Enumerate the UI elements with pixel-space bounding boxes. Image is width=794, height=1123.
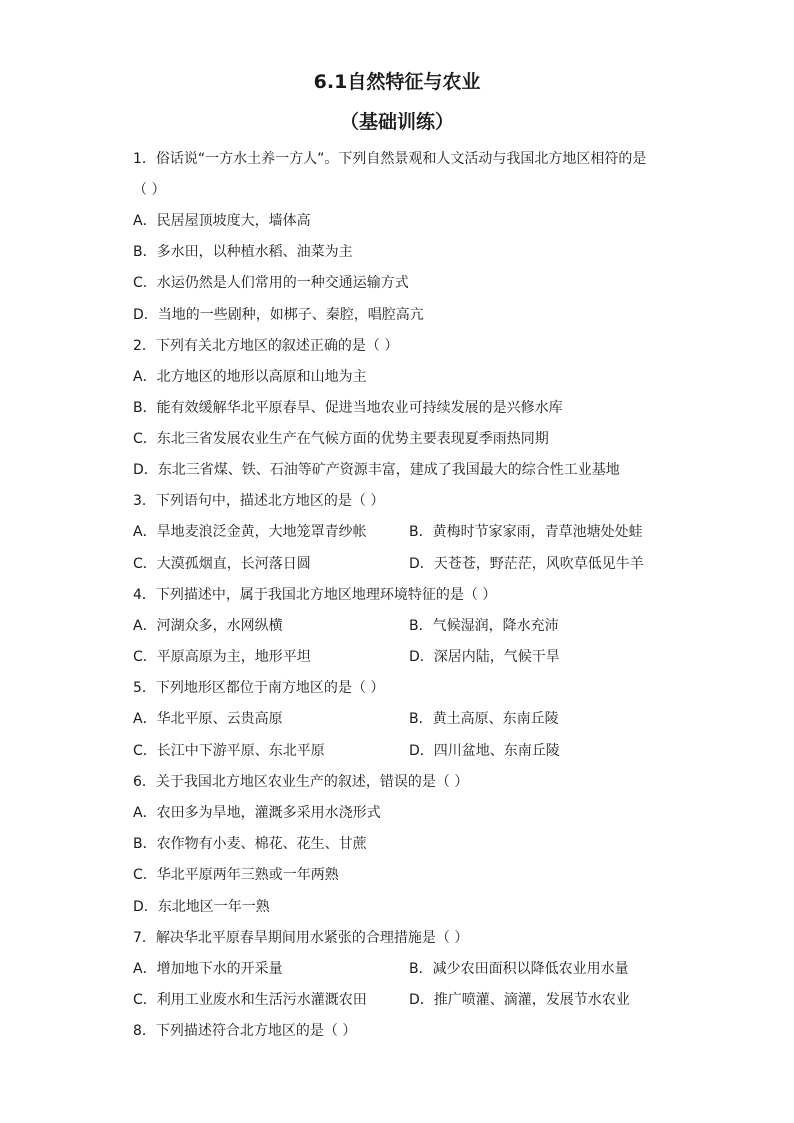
question-4-option-c: C．平原高原为主，地形平坦 — [133, 649, 311, 665]
question-2-option-c: C．东北三省发展农业生产在气候方面的优势主要表现夏季雨热同期 — [133, 431, 549, 447]
question-1-option-c: C．水运仍然是人们常用的一种交通运输方式 — [133, 275, 409, 291]
question-4-option-a: A．河湖众多，水网纵横 — [133, 618, 283, 634]
question-5-option-c: C．长江中下游平原、东北平原 — [133, 743, 325, 759]
question-1-stem: 1．俗话说“一方水土养一方人”。下列自然景观和人文活动与我国北方地区相符的是 — [133, 151, 647, 167]
question-3-option-d: D．天苍苍，野茫茫，风吹草低见牛羊 — [409, 556, 644, 572]
question-5-option-b: B．黄土高原、东南丘陵 — [409, 711, 559, 727]
question-3-option-a: A．旱地麦浪泛金黄，大地笼罩青纱帐 — [133, 524, 367, 540]
question-6-stem: 6．关于我国北方地区农业生产的叙述，错误的是（ ） — [133, 774, 469, 790]
question-4-stem: 4．下列描述中，属于我国北方地区地理环境特征的是（ ） — [133, 587, 497, 603]
question-3-stem: 3．下列语句中，描述北方地区的是（ ） — [133, 493, 385, 509]
question-6-option-a: A．农田多为旱地，灌溉多采用水浇形式 — [133, 805, 381, 821]
question-8-stem: 8．下列描述符合北方地区的是（ ） — [133, 1023, 357, 1039]
question-7-option-d: D．推广喷灌、滴灌，发展节水农业 — [409, 992, 630, 1008]
question-3-option-c: C．大漠孤烟直，长河落日圆 — [133, 556, 311, 572]
question-2-stem: 2．下列有关北方地区的叙述正确的是（ ） — [133, 338, 399, 354]
question-5-stem: 5．下列地形区都位于南方地区的是（ ） — [133, 680, 385, 696]
question-6-option-d: D．东北地区一年一熟 — [133, 899, 270, 915]
page-title: 6.1自然特征与农业 — [313, 71, 481, 93]
page-subtitle: （基础训练） — [339, 111, 454, 133]
question-1-option-a: A．民居屋顶坡度大，墙体高 — [133, 213, 311, 229]
question-1-answer-blank: （ ） — [133, 182, 166, 198]
question-5-option-a: A．华北平原、云贵高原 — [133, 711, 283, 727]
question-2-option-b: B．能有效缓解华北平原春旱、促进当地农业可持续发展的是兴修水库 — [133, 400, 563, 416]
question-6-option-c: C．华北平原两年三熟或一年两熟 — [133, 867, 339, 883]
question-6-option-b: B．农作物有小麦、棉花、花生、甘蔗 — [133, 836, 367, 852]
question-3-option-b: B．黄梅时节家家雨，青草池塘处处蛙 — [409, 524, 643, 540]
question-2-option-d: D．东北三省煤、铁、石油等矿产资源丰富，建成了我国最大的综合性工业基地 — [133, 462, 620, 478]
question-7-stem: 7．解决华北平原春旱期间用水紧张的合理措施是（ ） — [133, 930, 469, 946]
question-5-option-d: D．四川盆地、东南丘陵 — [409, 743, 560, 759]
question-1-option-d: D．当地的一些剧种，如梆子、秦腔，唱腔高亢 — [133, 307, 424, 323]
question-7-option-a: A．增加地下水的开采量 — [133, 961, 283, 977]
question-1-option-b: B．多水田，以种植水稻、油菜为主 — [133, 244, 353, 260]
question-7-option-c: C．利用工业废水和生活污水灌溉农田 — [133, 992, 367, 1008]
question-2-option-a: A．北方地区的地形以高原和山地为主 — [133, 369, 367, 385]
question-4-option-b: B．气候湿润，降水充沛 — [409, 618, 559, 634]
question-4-option-d: D．深居内陆，气候干旱 — [409, 649, 560, 665]
question-7-option-b: B．减少农田面积以降低农业用水量 — [409, 961, 629, 977]
